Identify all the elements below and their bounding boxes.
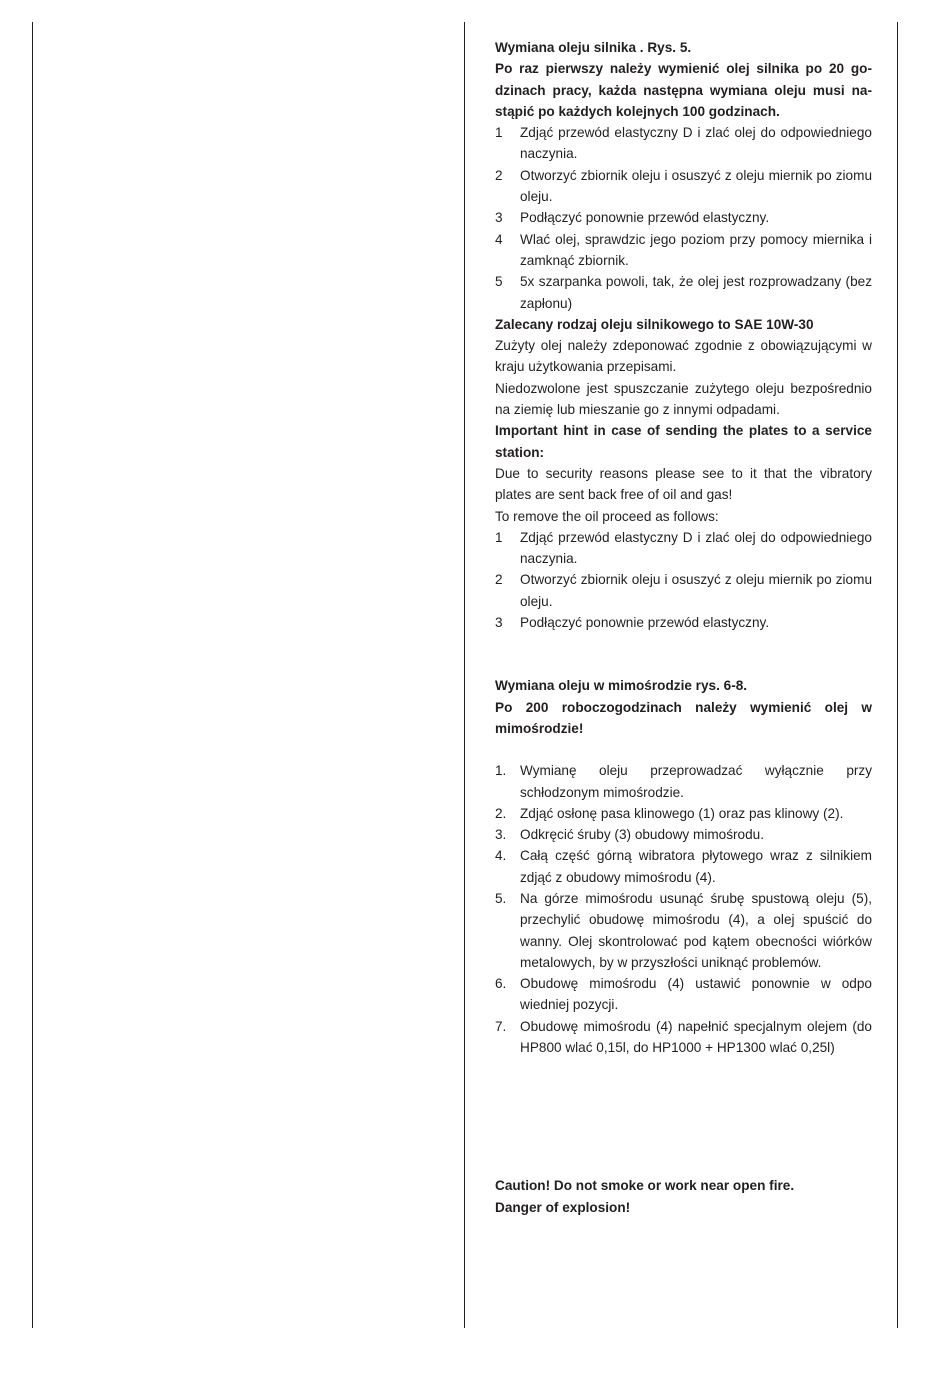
service-hint-text: Due to security reasons please see to it that the vibratory plates are sent back free of oil and gas! bbox=[495, 465, 872, 503]
list-item bbox=[495, 973, 872, 1016]
step-text: Na górze mimośrodu usunąć śrubę spustową oleju (5), przechylić obudowę mimośrodu (4), a olej spuścić do wanny. Olej skontrolować pod kątem obecności wiórków metalowych, by w przyszłości uniknąć problemów. bbox=[520, 890, 872, 970]
list-item bbox=[495, 888, 872, 973]
engine-oil-intro: Po raz pierwszy należy wymienić olej silnika po 20 go-dzinach pracy, każda następna wymiana oleju musi na-stąpić po każdych kolejnych 100 godzinach. bbox=[495, 61, 872, 119]
step-number: 2 bbox=[495, 167, 503, 183]
text-column bbox=[495, 37, 872, 1218]
step-number: 4 bbox=[495, 231, 503, 247]
exciter-oil-title: Wymiana oleju w mimośrodzie rys. 6-8. bbox=[495, 678, 748, 694]
list-item bbox=[495, 207, 872, 228]
step-text: Otworzyć zbiornik oleju i osuszyć z oleju miernik po ziomu oleju. bbox=[520, 572, 872, 609]
step-text: Wlać olej, sprawdzic jego poziom przy pomocy miernika i zamknąć zbiornik. bbox=[520, 231, 872, 268]
list-item bbox=[495, 612, 872, 633]
step-number: 2 bbox=[495, 572, 503, 588]
engine-oil-section bbox=[495, 37, 872, 420]
column-divider-rule bbox=[464, 22, 465, 1328]
step-number: 6. bbox=[495, 976, 507, 992]
step-number: 7. bbox=[495, 1018, 507, 1034]
step-text: Podłączyć ponownie przewód elastyczny. bbox=[520, 615, 770, 631]
caution-section bbox=[495, 1175, 872, 1218]
step-text: Całą część górną wibratora płytowego wraz z silnikiem zdjąć z obudowy mimośrodu (4). bbox=[520, 848, 872, 885]
step-number: 3. bbox=[495, 827, 507, 843]
service-hint-steps bbox=[495, 527, 872, 633]
step-text: Odkręcić śruby (3) obudowy mimośrodu. bbox=[520, 827, 765, 843]
list-item bbox=[495, 760, 872, 803]
step-number: 3 bbox=[495, 210, 503, 226]
list-item bbox=[495, 165, 872, 208]
list-item bbox=[495, 569, 872, 612]
step-number: 3 bbox=[495, 615, 503, 631]
list-item bbox=[495, 803, 872, 824]
list-item bbox=[495, 824, 872, 845]
disposal-warning: Niedozwolone jest spuszczanie zużytego oleju bezpośrednio na ziemię lub mieszanie go z innymi odpadami. bbox=[495, 380, 872, 418]
right-margin-rule bbox=[897, 22, 898, 1328]
engine-oil-steps bbox=[495, 122, 872, 314]
service-hint-section bbox=[495, 420, 872, 633]
service-hint-proceed: To remove the oil proceed as follows: bbox=[495, 508, 719, 524]
step-number: 5 bbox=[495, 274, 503, 290]
list-item bbox=[495, 271, 872, 314]
step-number: 4. bbox=[495, 848, 507, 864]
caution-line: Caution! Do not smoke or work near open fire. bbox=[495, 1178, 795, 1194]
list-item bbox=[495, 527, 872, 570]
service-hint-heading: Important hint in case of sending the plates to a service station: bbox=[495, 423, 872, 460]
step-text: Obudowę mimośrodu (4) napełnić specjalnym olejem (do HP800 wlać 0,15l, do HP1000 + HP1300 wlać 0,25l) bbox=[520, 1018, 872, 1056]
exciter-oil-steps bbox=[495, 760, 872, 1058]
list-item bbox=[495, 229, 872, 272]
step-number: 1. bbox=[495, 763, 507, 779]
recommended-oil: Zalecany rodzaj oleju silnikowego to SAE 10W-30 bbox=[495, 316, 814, 332]
step-number: 1 bbox=[495, 125, 503, 141]
list-item bbox=[495, 845, 872, 888]
left-margin-rule bbox=[32, 22, 33, 1328]
step-text: Zdjąć osłonę pasa klinowego (1) oraz pas klinowy (2). bbox=[520, 805, 844, 821]
danger-line: Danger of explosion! bbox=[495, 1199, 631, 1215]
exciter-oil-intro: Po 200 roboczogodzinach należy wymienić olej w mimośrodzie! bbox=[495, 699, 872, 736]
step-number: 2. bbox=[495, 805, 507, 821]
step-text: 5x szarpanka powoli, tak, że olej jest rozprowadzany (bez zapłonu) bbox=[520, 274, 872, 311]
list-item bbox=[495, 122, 872, 165]
engine-oil-title: Wymiana oleju silnika . Rys. 5. bbox=[495, 40, 692, 55]
section-spacer bbox=[495, 739, 872, 760]
step-text: Obudowę mimośrodu (4) ustawić ponownie w odpo wiedniej pozycji. bbox=[520, 976, 872, 1013]
list-item bbox=[495, 1016, 872, 1059]
section-spacer bbox=[495, 633, 872, 675]
step-number: 1 bbox=[495, 529, 503, 545]
step-text: Zdjąć przewód elastyczny D i zlać olej do odpowiedniego naczynia. bbox=[520, 125, 872, 162]
step-text: Zdjąć przewód elastyczny D i zlać olej do odpowiedniego naczynia. bbox=[520, 529, 872, 567]
section-spacer bbox=[495, 1058, 872, 1175]
step-text: Otworzyć zbiornik oleju i osuszyć z oleju miernik po ziomu oleju. bbox=[520, 167, 872, 205]
step-number: 5. bbox=[495, 890, 507, 906]
step-text: Podłączyć ponownie przewód elastyczny. bbox=[520, 210, 770, 226]
step-text: Wymianę oleju przeprowadzać wyłącznie przy schłodzonym mimośrodzie. bbox=[520, 763, 872, 800]
exciter-oil-section bbox=[495, 675, 872, 1058]
disposal-note: Zużyty olej należy zdeponować zgodnie z obowiązującymi w kraju użytkowania przepisami. bbox=[495, 338, 872, 375]
